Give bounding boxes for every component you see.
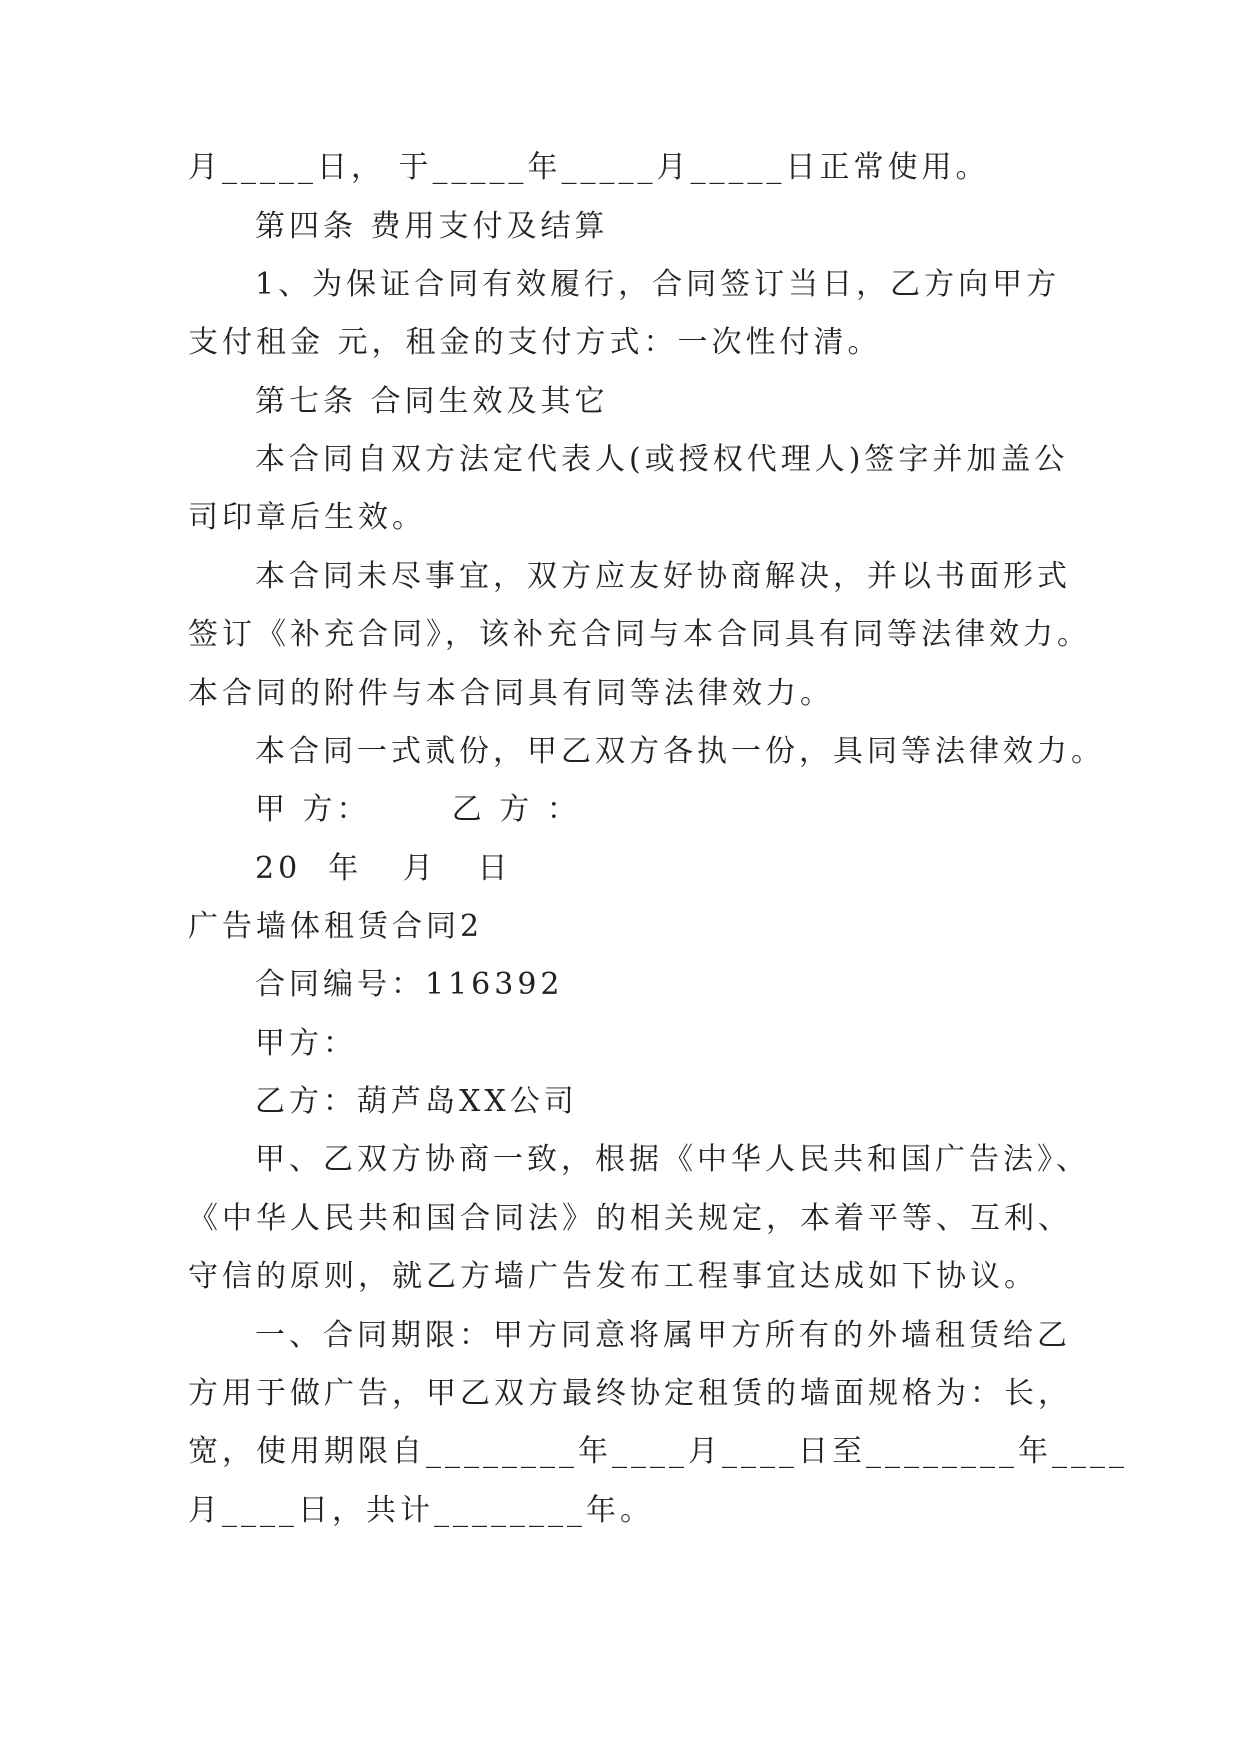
text-line-usage-date: 月_____日， 于_____年_____月_____日正常使用。: [188, 150, 990, 185]
text-line: 甲、乙双方协商一致，根据《中华人民共和国广告法》、: [255, 1142, 1090, 1177]
party-b: 乙方：葫芦岛XX公司: [255, 1084, 578, 1119]
text-line: 守信的原则，就乙方墙广告发布工程事宜达成如下协议。: [188, 1259, 1038, 1294]
text-line: 月____日，共计________年。: [188, 1493, 654, 1528]
signature-parties: 甲 方： 乙 方 ：: [255, 792, 581, 827]
text-line: 一、合同期限：甲方同意将属甲方所有的外墙租赁给乙: [255, 1318, 1071, 1353]
heading-article-7: 第七条 合同生效及其它: [255, 384, 609, 419]
signature-date: 20 年 月 日: [255, 851, 512, 886]
text-line: 方用于做广告，甲乙双方最终协定租赁的墙面规格为：长，: [188, 1376, 1072, 1411]
text-line: 本合同一式贰份，甲乙双方各执一份，具同等法律效力。: [255, 734, 1105, 769]
text-line: 本合同未尽事宜，双方应友好协商解决，并以书面形式: [255, 559, 1071, 594]
text-line: 宽，使用期限自________年____月____日至________年____: [188, 1434, 1128, 1469]
text-line: 签订《补充合同》，该补充合同与本合同具有同等法律效力。: [188, 617, 1091, 652]
text-line: 司印章后生效。: [188, 500, 426, 535]
text-line: 《中华人民共和国合同法》的相关规定，本着平等、互利、: [188, 1201, 1072, 1236]
text-line: 支付租金 元，租金的支付方式：一次性付清。: [188, 325, 882, 360]
section-title: 广告墙体租赁合同2: [188, 909, 484, 944]
party-a: 甲方：: [255, 1026, 357, 1061]
text-line: 本合同的附件与本合同具有同等法律效力。: [188, 676, 834, 711]
text-line: 1、为保证合同有效履行，合同签订当日，乙方向甲方: [255, 267, 1061, 302]
contract-number: 合同编号：116392: [255, 967, 564, 1002]
heading-article-4: 第四条 费用支付及结算: [255, 209, 609, 244]
text-line: 本合同自双方法定代表人(或授权代理人)签字并加盖公: [255, 442, 1069, 477]
